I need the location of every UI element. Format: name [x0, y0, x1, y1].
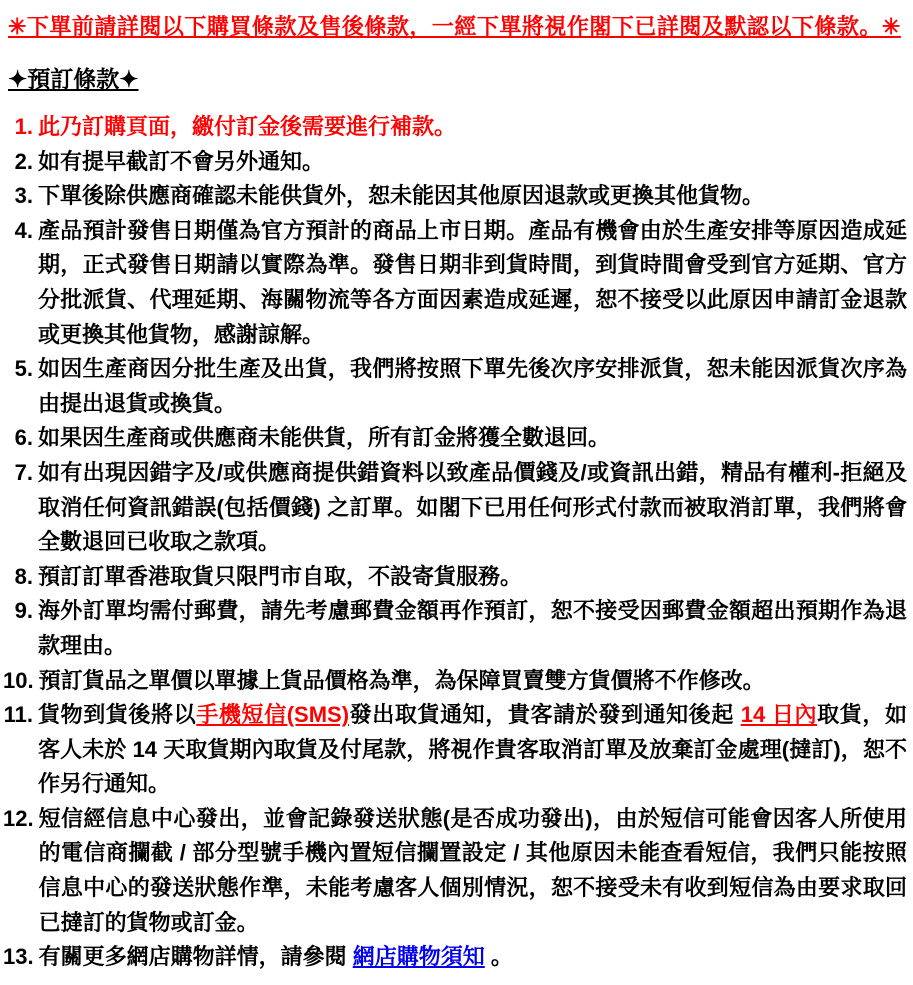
term-text-segment: 取貨，如客人未於 14 天取貨期內取貨及付尾款，將視作貴客取消訂單及放棄訂金處理(撻訂)，恕不作另行通知。	[38, 702, 907, 797]
term-number: 11.	[3, 702, 33, 728]
term-text	[38, 560, 907, 595]
term-text-segment: 如果因生產商或供應商未能供貨，所有訂金將獲全數退回。	[38, 425, 611, 451]
term-text-segment: 預訂貨品之單價以單據上貨品價格為準，為保障買賣雙方貨價將不作修改。	[38, 667, 765, 693]
term-number: 1.	[14, 114, 33, 139]
terms-list	[3, 110, 907, 975]
term-text-segment: 發出取貨通知，貴客請於發到通知後起	[349, 702, 741, 728]
term-text	[38, 214, 907, 352]
term-item-6	[3, 421, 907, 456]
term-number: 10.	[3, 667, 34, 693]
term-text	[38, 352, 907, 421]
term-text-segment: 海外訂單均需付郵費，請先考慮郵費金額再作預訂，恕不接受因郵費金額超出預期作為退款理由。	[38, 598, 907, 658]
term-text-segment: 有關更多網店購物詳情，請參閱	[38, 944, 353, 970]
term-item-5	[3, 352, 907, 421]
term-number: 6.	[14, 425, 33, 451]
term-text	[39, 664, 907, 699]
term-number: 4.	[14, 217, 33, 243]
term-text	[39, 802, 907, 940]
section-title-preorder-terms: ✦預訂條款✦	[8, 66, 139, 92]
term-text-segment: 短信經信息中心發出，並會記錄發送狀態(是否成功發出)，由於短信可能會因客人所使用的電信商攔截 / 部分型號手機內置短信攔置設定 / 其他原因未能查看短信，我們只能按照信息中心的發送狀態作準，未能考慮客人個別情況，恕不接受未有收到短信為由要求取回已撻訂的貨物或訂金。	[38, 805, 907, 935]
term-text	[38, 421, 907, 456]
sms-notice-highlight: 手機短信(SMS)	[196, 702, 350, 728]
term-text	[39, 940, 907, 975]
term-number: 12.	[3, 805, 34, 831]
term-item-1	[3, 110, 907, 145]
term-text-segment: 產品預計發售日期僅為官方預計的商品上市日期。產品有機會由於生產安排等原因造成延期，正式發售日期請以實際為準。發售日期非到貨時間，到貨時間會受到官方延期、官方分批派貨、代理延期、海關物流等各方面因素造成延遲，恕不接受以此原因申請訂金退款或更換其他貨物，感謝諒解。	[38, 217, 907, 347]
term-text	[38, 698, 907, 802]
term-text-segment: 如有出現因錯字及/或供應商提供錯資料以致產品價錢及/或資訊出錯，精品有權利-拒絕及取消任何資訊錯誤(包括價錢) 之訂單。如閣下已用任何形式付款而被取消訂單，我們將會全數退回已收取之款項。	[38, 459, 907, 555]
pickup-deadline-highlight: 14 日內	[740, 702, 818, 728]
term-text	[38, 145, 907, 180]
term-item-13	[3, 940, 907, 975]
term-text-segment: 下單後除供應商確認未能供貨外，恕未能因其他原因退款或更換其他貨物。	[38, 183, 765, 209]
term-text-segment: 如因生產商因分批生產及出貨，我們將按照下單先後次序安排派貨，恕未能因派貨次序為由提出退貨或換貨。	[38, 356, 907, 416]
term-number: 2.	[14, 148, 33, 174]
term-number: 7.	[14, 459, 33, 485]
store-shopping-guide-link[interactable]: 網店購物須知	[352, 944, 485, 970]
term-number: 5.	[14, 356, 33, 382]
term-text	[38, 110, 907, 145]
term-item-11	[3, 698, 907, 802]
term-item-7	[3, 456, 907, 560]
term-text-segment: 。	[484, 944, 513, 970]
term-text-segment: 此乃訂購頁面，繳付訂金後需要進行補款。	[38, 114, 457, 139]
term-text	[38, 594, 907, 663]
term-item-12	[3, 802, 907, 940]
warning-header: ✳下單前請詳閱以下購買條款及售後條款，一經下單將視作閣下已詳閱及默認以下條款。✳	[8, 14, 901, 39]
term-number: 9.	[14, 598, 33, 624]
term-item-8	[3, 560, 907, 595]
term-text	[38, 456, 907, 560]
term-item-9	[3, 594, 907, 663]
term-number: 13.	[3, 944, 34, 970]
term-text-segment: 如有提早截訂不會另外通知。	[38, 148, 325, 174]
term-item-4	[3, 214, 907, 352]
term-item-2	[3, 145, 907, 180]
term-text	[38, 179, 907, 214]
term-text-segment: 預訂訂單香港取貨只限門市自取，不設寄貨服務。	[38, 563, 523, 589]
term-item-10	[3, 664, 907, 699]
term-item-3	[3, 179, 907, 214]
term-text-segment: 貨物到貨後將以	[38, 702, 197, 728]
term-number: 8.	[14, 563, 33, 589]
section-title-row	[3, 41, 907, 94]
term-number: 3.	[14, 183, 33, 209]
